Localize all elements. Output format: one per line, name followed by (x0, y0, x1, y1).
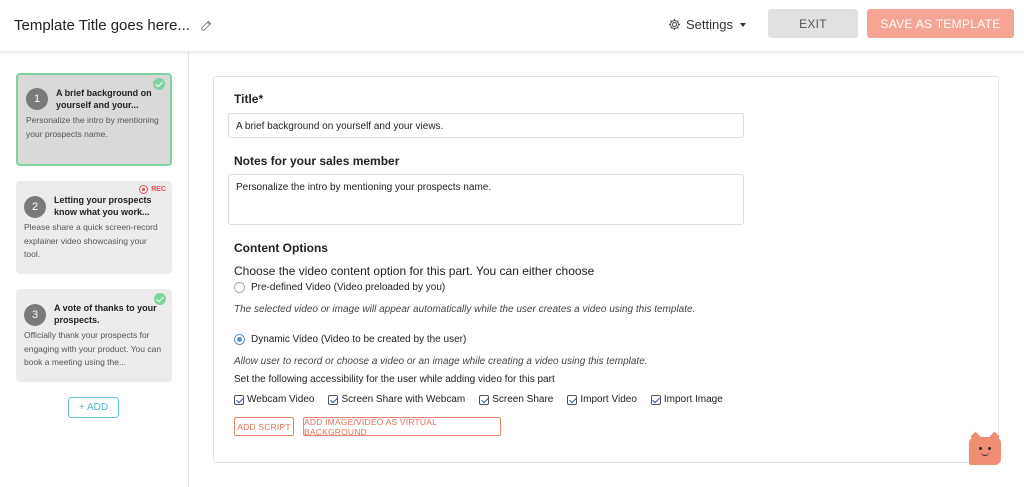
checkbox-checked-icon[interactable] (651, 395, 661, 405)
dynamic-video-option[interactable] (234, 334, 466, 345)
main-panel (189, 51, 1024, 487)
checkbox-label: Screen Share (492, 394, 554, 405)
screen-share-checkbox[interactable] (479, 394, 553, 405)
chat-widget-eye (979, 447, 982, 450)
dynamic-video-description: Allow user to record or choose a video or an image while creating a video using this template. (234, 356, 648, 367)
step-number: 3 (24, 304, 46, 326)
template-title[interactable] (14, 17, 212, 34)
webcam-video-checkbox[interactable] (234, 394, 314, 405)
accessibility-checkboxes (234, 394, 737, 405)
step-title: Letting your prospects know what you work... (54, 195, 152, 217)
checkbox-checked-icon[interactable] (234, 395, 244, 405)
gear-icon (668, 18, 681, 31)
import-image-checkbox[interactable] (651, 394, 723, 405)
checkbox-label: Import Image (663, 394, 723, 405)
notes-textarea[interactable]: Personalize the intro by mentioning your prospects name. (228, 174, 744, 225)
choose-option-text: Choose the video content option for this part. You can either choose (234, 264, 595, 278)
settings-dropdown[interactable] (668, 15, 746, 33)
add-step-button[interactable]: + ADD (68, 397, 119, 418)
template-title-text[interactable]: Template Title goes here... (14, 17, 190, 34)
screen-share-webcam-checkbox[interactable] (328, 394, 465, 405)
step-description: Please share a quick screen-record explainer video showcasing your tool. (24, 222, 158, 259)
checkbox-label: Screen Share with Webcam (341, 394, 466, 405)
notes-label: Notes for your sales member (234, 154, 400, 168)
predefined-video-label: Pre-defined Video (Video preloaded by you) (251, 282, 446, 293)
accessibility-text: Set the following accessibility for the user while adding video for this part (234, 374, 555, 385)
step-card-2[interactable] (16, 181, 172, 274)
rec-badge (139, 185, 166, 194)
rec-label: REC (151, 186, 166, 193)
record-icon (139, 185, 148, 194)
add-script-button[interactable]: ADD SCRIPT (234, 417, 294, 436)
dynamic-video-radio[interactable] (234, 334, 245, 345)
chat-widget-icon[interactable] (969, 437, 1001, 465)
settings-label[interactable]: Settings (686, 16, 733, 32)
checkbox-label: Webcam Video (247, 394, 315, 405)
predefined-video-description: The selected video or image will appear automatically while the user creates a video using this template. (234, 304, 696, 315)
title-input[interactable]: A brief background on yourself and your views. (228, 113, 744, 138)
predefined-video-option[interactable] (234, 282, 445, 293)
step-number: 1 (26, 88, 48, 110)
checkbox-label: Import Video (580, 394, 637, 405)
exit-button[interactable]: EXIT (768, 9, 858, 38)
step-number: 2 (24, 196, 46, 218)
save-as-template-button[interactable]: SAVE AS TEMPLATE (867, 9, 1014, 38)
step-form-card (213, 76, 999, 463)
checkbox-checked-icon[interactable] (567, 395, 577, 405)
step-title: A vote of thanks to your prospects. (54, 303, 157, 325)
content-options-label: Content Options (234, 241, 328, 255)
steps-sidebar (0, 51, 189, 487)
add-virtual-background-button[interactable]: ADD IMAGE/VIDEO AS VIRTUAL BACKGROUND (303, 417, 501, 436)
import-video-checkbox[interactable] (567, 394, 637, 405)
step-description: Personalize the intro by mentioning your prospects name. (26, 115, 159, 139)
checkbox-checked-icon[interactable] (479, 395, 489, 405)
chevron-down-icon (740, 23, 746, 27)
step-description: Officially thank your prospects for engaging with your product. You can book a meeting using the... (24, 330, 162, 367)
step-card-1[interactable] (16, 73, 172, 166)
chat-widget-eye (988, 447, 991, 450)
top-header (0, 0, 1024, 51)
dynamic-video-label: Dynamic Video (Video to be created by the user) (251, 334, 467, 345)
chat-widget-mouth (981, 452, 989, 456)
predefined-video-radio[interactable] (234, 282, 245, 293)
step-card-3[interactable] (16, 289, 172, 382)
title-label: Title* (234, 92, 264, 106)
checkbox-checked-icon[interactable] (328, 395, 338, 405)
step-title: A brief background on yourself and your... (56, 88, 152, 110)
edit-icon[interactable] (201, 20, 212, 31)
